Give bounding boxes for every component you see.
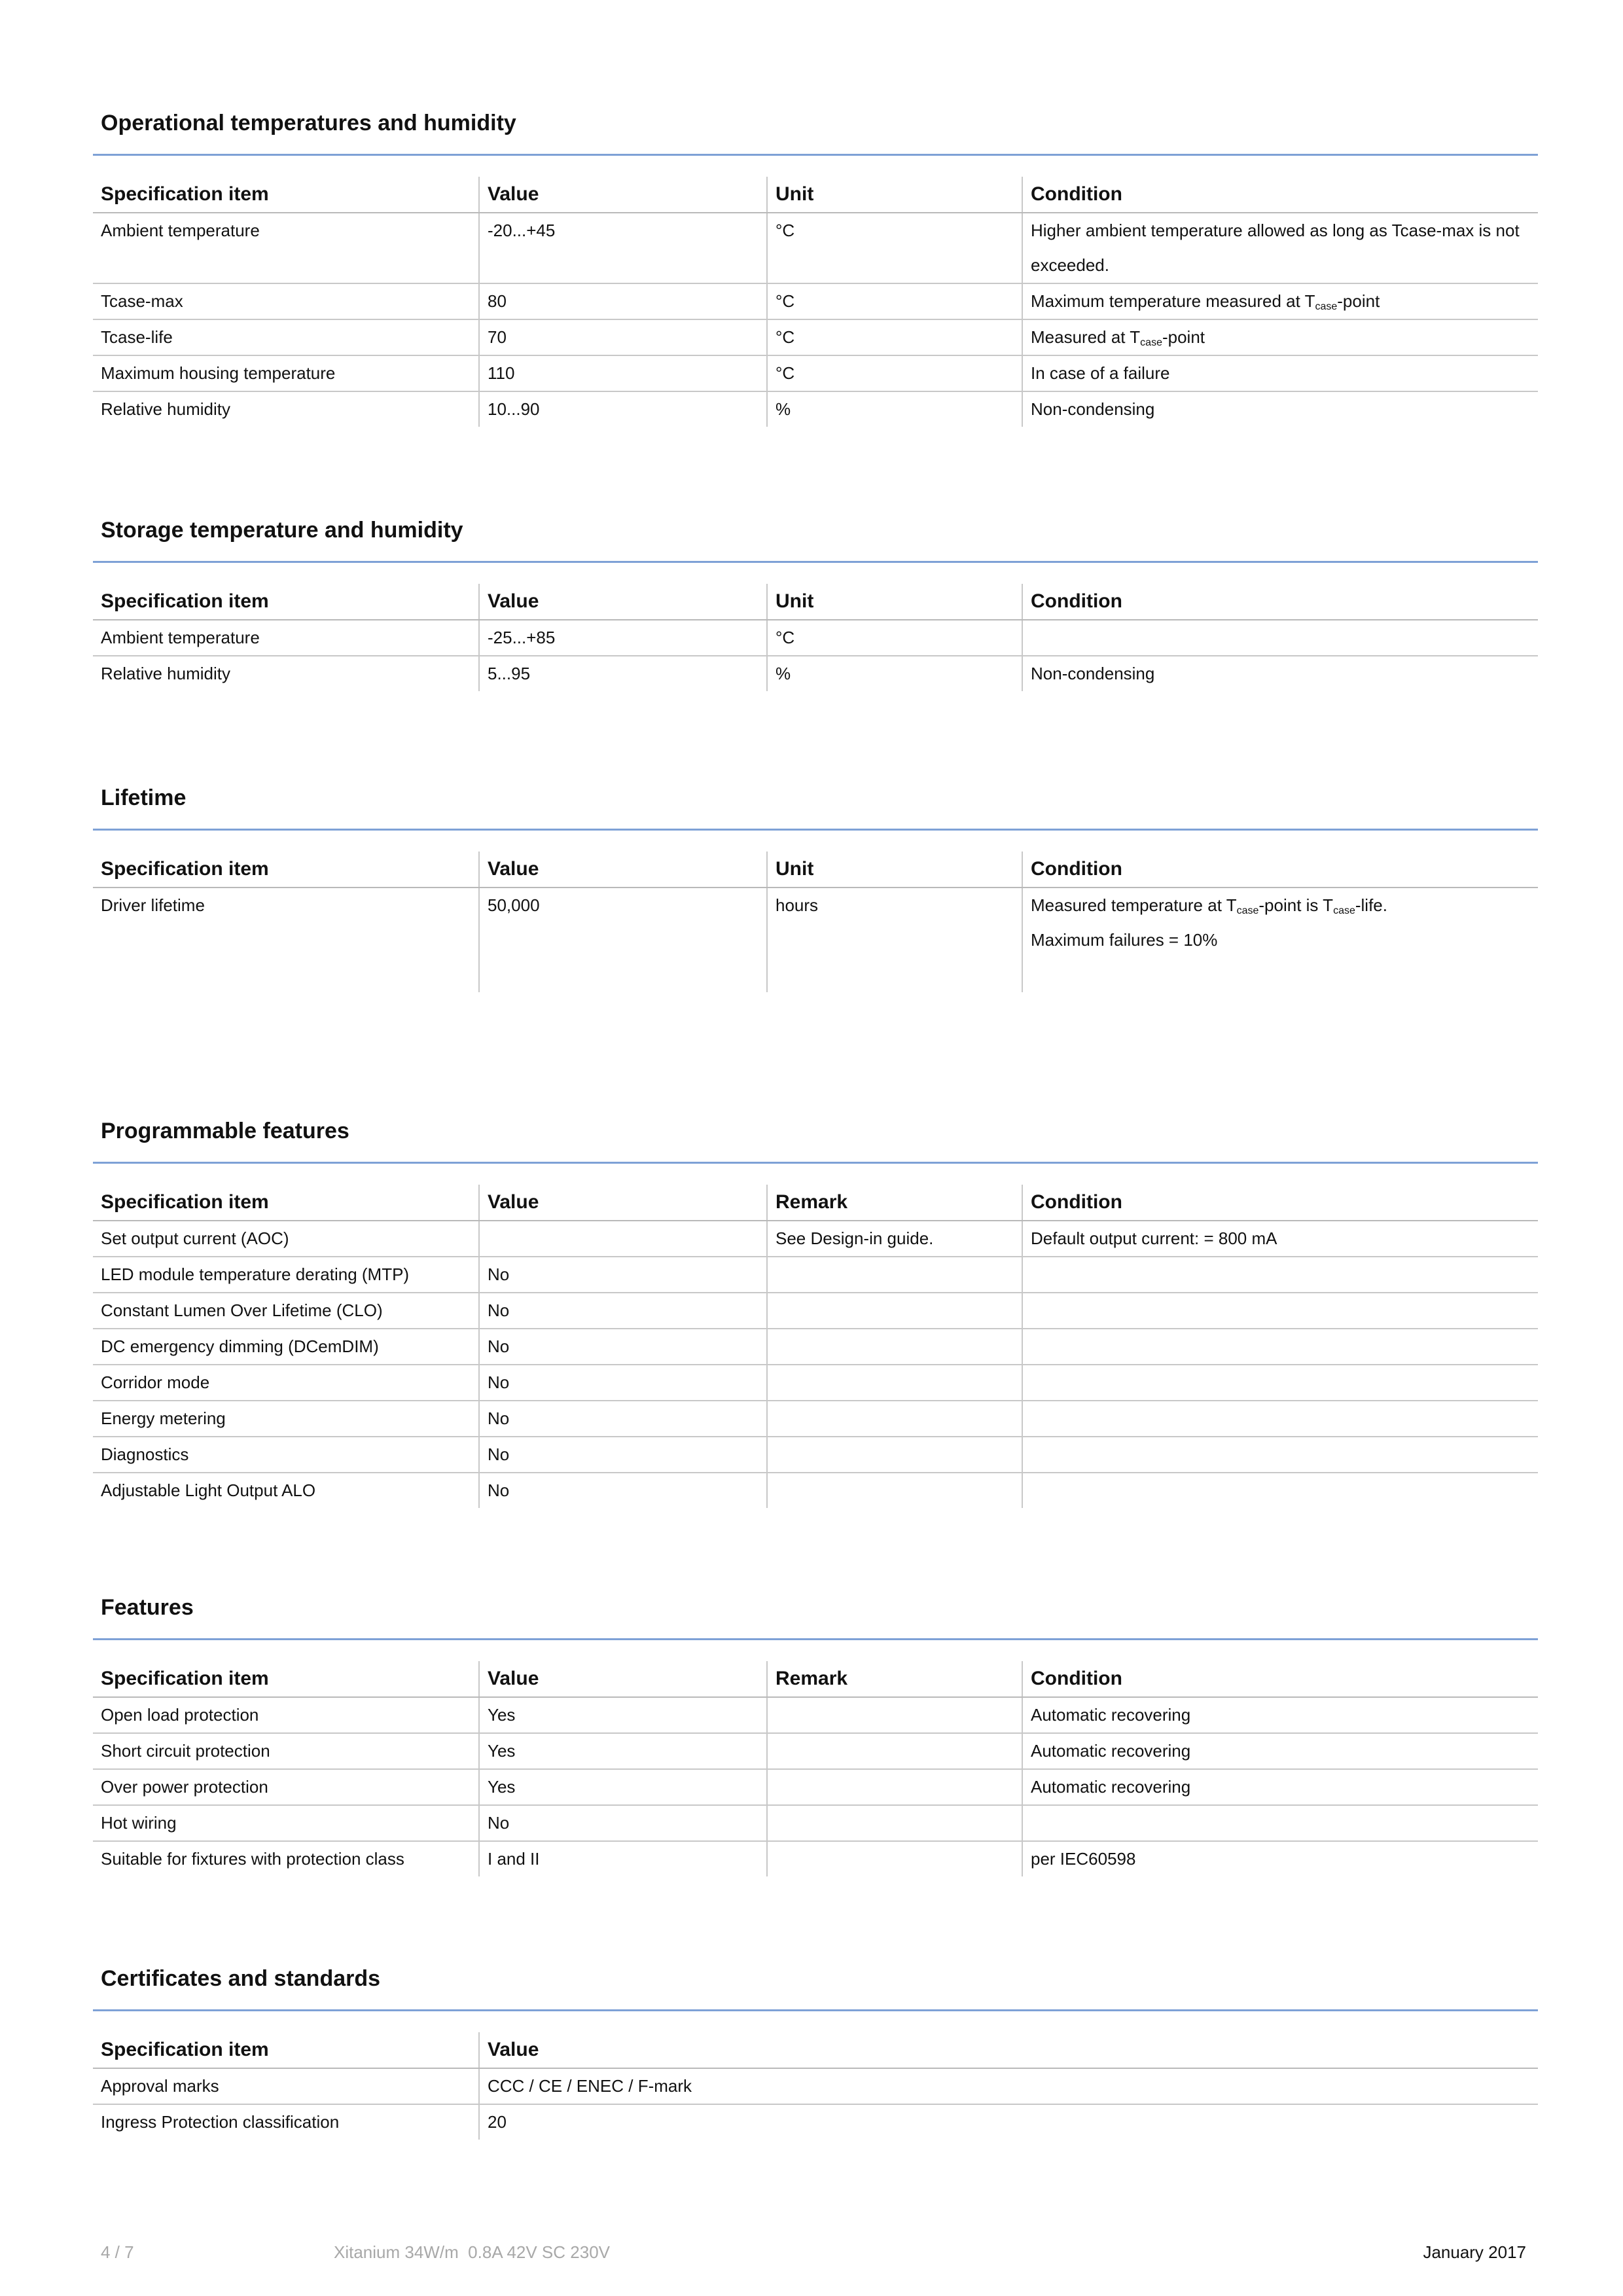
spec-remark bbox=[767, 1293, 1022, 1329]
table-header-row bbox=[93, 1185, 1538, 1221]
spec-value: No bbox=[479, 1257, 767, 1293]
spec-unit: °C bbox=[767, 283, 1022, 319]
spec-unit: °C bbox=[767, 319, 1022, 355]
spec-value: 80 bbox=[479, 283, 767, 319]
table-row bbox=[93, 1401, 1538, 1437]
spec-item: Hot wiring bbox=[93, 1805, 479, 1841]
spec-remark: See Design-in guide. bbox=[767, 1221, 1022, 1257]
column-header: Condition bbox=[1022, 584, 1538, 620]
column-header: Unit bbox=[767, 852, 1022, 888]
table-row bbox=[93, 1437, 1538, 1473]
table-header-row bbox=[93, 1661, 1538, 1697]
column-header: Specification item bbox=[93, 1185, 479, 1221]
spec-item: Ambient temperature bbox=[93, 213, 479, 283]
spec-unit: hours bbox=[767, 888, 1022, 992]
column-header: Unit bbox=[767, 584, 1022, 620]
table-row bbox=[93, 620, 1538, 656]
spec-item: Suitable for fixtures with protection class bbox=[101, 1849, 404, 1869]
certificates-table bbox=[93, 2032, 1538, 2140]
spec-unit: °C bbox=[767, 213, 1022, 283]
table-row bbox=[93, 888, 1538, 992]
spec-value: No bbox=[479, 1293, 767, 1329]
spec-item: Adjustable Light Output ALO bbox=[101, 1480, 316, 1500]
operational-table bbox=[93, 177, 1538, 427]
spec-item: Tcase-max bbox=[93, 283, 479, 319]
column-header: Value bbox=[479, 1185, 767, 1221]
table-header-row bbox=[93, 177, 1538, 213]
spec-item: Tcase-life bbox=[93, 319, 479, 355]
spec-value: Yes bbox=[479, 1733, 767, 1769]
spec-item: Ambient temperature bbox=[93, 620, 479, 656]
spec-condition bbox=[1022, 1437, 1538, 1473]
spec-value: -20...+45 bbox=[479, 213, 767, 283]
spec-value: 20 bbox=[479, 2104, 1538, 2140]
section-title: Certificates and standards bbox=[101, 1966, 381, 1991]
spec-item: Over power protection bbox=[93, 1769, 479, 1805]
column-header: Condition bbox=[1022, 852, 1538, 888]
spec-remark bbox=[767, 1365, 1022, 1401]
spec-condition: Automatic recovering bbox=[1022, 1769, 1538, 1805]
table-row bbox=[93, 319, 1538, 355]
section-divider bbox=[93, 154, 1538, 156]
spec-remark bbox=[767, 1733, 1022, 1769]
column-header: Condition bbox=[1022, 177, 1538, 213]
section-divider bbox=[93, 1638, 1538, 1640]
spec-condition bbox=[1022, 1257, 1538, 1293]
spec-value: Yes bbox=[479, 1697, 767, 1733]
table-row bbox=[93, 213, 1538, 283]
column-header: Unit bbox=[767, 177, 1022, 213]
spec-unit: % bbox=[767, 656, 1022, 691]
column-header: Remark bbox=[767, 1185, 1022, 1221]
spec-remark bbox=[767, 1841, 1022, 1876]
spec-value: -25...+85 bbox=[479, 620, 767, 656]
column-header: Specification item bbox=[93, 177, 479, 213]
spec-value: 10...90 bbox=[479, 391, 767, 427]
section-title: Programmable features bbox=[101, 1119, 349, 1143]
spec-item: Corridor mode bbox=[93, 1365, 479, 1401]
spec-value: 5...95 bbox=[479, 656, 767, 691]
page-number: 4 / 7 bbox=[101, 2242, 134, 2262]
spec-remark bbox=[767, 1437, 1022, 1473]
spec-item: Approval marks bbox=[93, 2068, 479, 2104]
table-row bbox=[93, 1841, 1538, 1876]
spec-condition bbox=[1022, 1293, 1538, 1329]
spec-condition: Non-condensing bbox=[1022, 656, 1538, 691]
spec-condition bbox=[1022, 1401, 1538, 1437]
spec-remark bbox=[767, 1697, 1022, 1733]
spec-remark bbox=[767, 1769, 1022, 1805]
product-name: Xitanium 34W/m 0.8A 42V SC 230V bbox=[334, 2242, 610, 2262]
spec-remark bbox=[767, 1257, 1022, 1293]
table-row bbox=[93, 1221, 1538, 1257]
spec-item: Constant Lumen Over Lifetime (CLO) bbox=[93, 1293, 479, 1329]
section-divider bbox=[93, 2009, 1538, 2011]
table-header-row bbox=[93, 584, 1538, 620]
spec-item: Driver lifetime bbox=[101, 895, 205, 915]
column-header: Value bbox=[479, 852, 767, 888]
table-row bbox=[93, 2068, 1538, 2104]
spec-item: LED module temperature derating (MTP) bbox=[93, 1257, 479, 1293]
spec-value: No bbox=[479, 1805, 767, 1841]
document-date: January 2017 bbox=[1423, 2242, 1526, 2262]
spec-condition bbox=[1022, 620, 1538, 656]
table-row bbox=[93, 1697, 1538, 1733]
spec-item: Set output current (AOC) bbox=[93, 1221, 479, 1257]
spec-item: Maximum housing temperature bbox=[93, 355, 479, 391]
column-header: Value bbox=[479, 177, 767, 213]
spec-condition bbox=[1022, 1329, 1538, 1365]
spec-remark bbox=[767, 1401, 1022, 1437]
column-header: Value bbox=[479, 1661, 767, 1697]
spec-value: No bbox=[479, 1473, 767, 1508]
spec-remark bbox=[767, 1473, 1022, 1508]
section-title: Operational temperatures and humidity bbox=[101, 111, 516, 135]
spec-value: 70 bbox=[479, 319, 767, 355]
spec-condition: Automatic recovering bbox=[1022, 1733, 1538, 1769]
condition-line: Maximum failures = 10% bbox=[1031, 930, 1218, 950]
spec-condition: In case of a failure bbox=[1022, 355, 1538, 391]
spec-item: Open load protection bbox=[93, 1697, 479, 1733]
spec-value: No bbox=[479, 1437, 767, 1473]
storage-table bbox=[93, 584, 1538, 691]
spec-remark bbox=[767, 1329, 1022, 1365]
column-header: Condition bbox=[1022, 1661, 1538, 1697]
section-title: Storage temperature and humidity bbox=[101, 518, 463, 543]
table-row bbox=[93, 1733, 1538, 1769]
section-title: Lifetime bbox=[101, 785, 187, 810]
condition-line: Measured temperature at $T_{case}$-point is $T_{case}$-life. bbox=[1031, 895, 1387, 916]
table-row bbox=[93, 355, 1538, 391]
spec-condition: Non-condensing bbox=[1022, 391, 1538, 427]
table-row bbox=[93, 1769, 1538, 1805]
spec-item: Short circuit protection bbox=[93, 1733, 479, 1769]
table-row bbox=[93, 1473, 1538, 1508]
section-divider bbox=[93, 1162, 1538, 1164]
spec-value: CCC / CE / ENEC / F-mark bbox=[479, 2068, 1538, 2104]
spec-condition: Automatic recovering bbox=[1022, 1697, 1538, 1733]
spec-condition: Default output current: = 800 mA bbox=[1022, 1221, 1538, 1257]
spec-item: Ingress Protection classification bbox=[101, 2112, 340, 2132]
spec-condition: Measured at $T_{case}$-point bbox=[1022, 319, 1538, 355]
spec-value bbox=[479, 1221, 767, 1257]
table-row bbox=[93, 2104, 1538, 2140]
section-divider bbox=[93, 829, 1538, 831]
table-row bbox=[93, 1805, 1538, 1841]
column-header: Specification item bbox=[93, 2032, 479, 2068]
spec-item: Energy metering bbox=[93, 1401, 479, 1437]
column-header: Condition bbox=[1022, 1185, 1538, 1221]
spec-unit: % bbox=[767, 391, 1022, 427]
column-header: Specification item bbox=[93, 1661, 479, 1697]
table-row bbox=[93, 1293, 1538, 1329]
column-header: Specification item bbox=[93, 852, 479, 888]
spec-condition bbox=[1022, 1365, 1538, 1401]
features-table bbox=[93, 1661, 1538, 1876]
spec-item: Relative humidity bbox=[101, 664, 230, 683]
table-row bbox=[93, 283, 1538, 319]
spec-unit: °C bbox=[767, 620, 1022, 656]
lifetime-table bbox=[93, 852, 1538, 992]
column-header: Value bbox=[479, 2032, 1538, 2068]
spec-value: No bbox=[479, 1365, 767, 1401]
table-row bbox=[93, 391, 1538, 427]
spec-condition: Higher ambient temperature allowed as long as Tcase-max is not exceeded. bbox=[1022, 213, 1538, 283]
spec-condition: per IEC60598 bbox=[1022, 1841, 1538, 1876]
table-row bbox=[93, 656, 1538, 691]
spec-item: Diagnostics bbox=[93, 1437, 479, 1473]
table-row bbox=[93, 1257, 1538, 1293]
spec-condition bbox=[1022, 1473, 1538, 1508]
spec-value: Yes bbox=[479, 1769, 767, 1805]
column-header: Remark bbox=[767, 1661, 1022, 1697]
table-row bbox=[93, 1329, 1538, 1365]
spec-value: No bbox=[479, 1401, 767, 1437]
spec-condition bbox=[1022, 888, 1538, 992]
table-row bbox=[93, 1365, 1538, 1401]
spec-value: No bbox=[479, 1329, 767, 1365]
spec-value: I and II bbox=[479, 1841, 767, 1876]
spec-remark bbox=[767, 1805, 1022, 1841]
spec-value: 50,000 bbox=[479, 888, 767, 992]
section-title: Features bbox=[101, 1595, 194, 1620]
table-header-row bbox=[93, 852, 1538, 888]
spec-unit: °C bbox=[767, 355, 1022, 391]
section-divider bbox=[93, 561, 1538, 563]
column-header: Specification item bbox=[93, 584, 479, 620]
spec-item: DC emergency dimming (DCemDIM) bbox=[93, 1329, 479, 1365]
spec-value: 110 bbox=[479, 355, 767, 391]
column-header: Value bbox=[479, 584, 767, 620]
spec-condition bbox=[1022, 1805, 1538, 1841]
table-header-row bbox=[93, 2032, 1538, 2068]
programmable-table bbox=[93, 1185, 1538, 1508]
spec-item: Relative humidity bbox=[101, 399, 230, 419]
spec-condition: Maximum temperature measured at $T_{case}$-point bbox=[1022, 283, 1538, 319]
